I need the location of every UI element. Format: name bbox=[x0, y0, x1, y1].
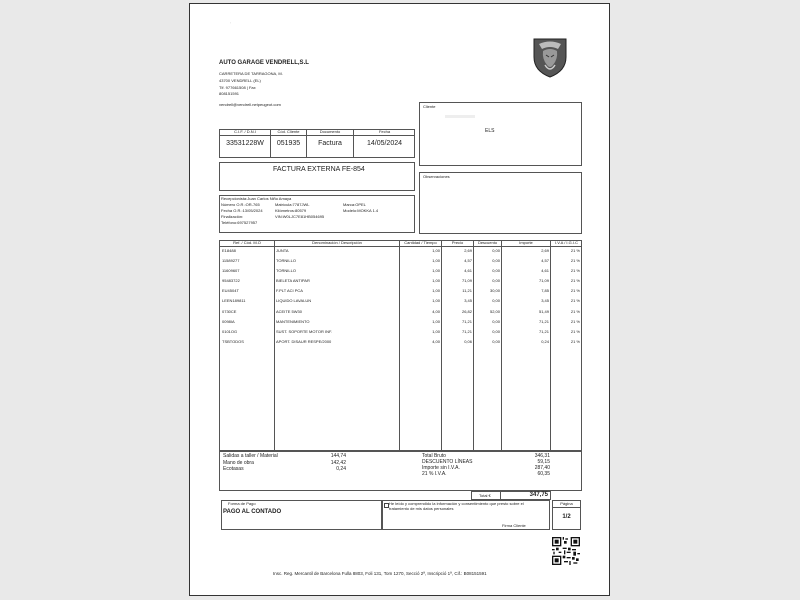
order-date: Fecha O.R.:13/05/2024 bbox=[221, 208, 263, 213]
document-header: Documento bbox=[319, 129, 341, 134]
date-value: 14/05/2024 bbox=[366, 140, 403, 147]
invoice-page bbox=[189, 3, 610, 596]
line-discount-label: DESCUENTO LÍNEAS bbox=[422, 459, 473, 465]
table-row: 11609607 TORNILLO 1,00 4,61 0,00 4,61 21 % bbox=[222, 268, 580, 273]
col-discount: Descuento bbox=[477, 240, 498, 245]
total-bruto-label: Total Bruto bbox=[422, 453, 446, 459]
col-vat: I.V.A / I.G.I.C bbox=[555, 240, 578, 245]
company-address-2: 43700 VENDRELL (EL) bbox=[219, 78, 261, 83]
labor-label: Mano de obra bbox=[223, 460, 254, 466]
table-row: EU4504T F.PLT ACI PCA 1,00 11,21 30,00 7,85 21 % bbox=[222, 288, 580, 293]
base-value: 287,40 bbox=[534, 465, 550, 471]
col-qty: Cantidad / Tiempo bbox=[404, 240, 437, 245]
company-email: vendrell@vendrell.netpeugeot.com bbox=[219, 102, 281, 107]
table-row: E18488 JUNTA 1,00 2,69 0,00 2,69 21 % bbox=[222, 248, 580, 253]
base-label: Importe sin I.V.A. bbox=[422, 465, 460, 471]
vat-label: 21 % I.V.A. bbox=[422, 471, 447, 477]
col-ref: Ref. / Cód. M.O bbox=[233, 240, 261, 245]
cif-value: 33531228W bbox=[226, 140, 264, 147]
payment-label: Forma de Pago bbox=[228, 501, 256, 506]
date-header: Fecha bbox=[378, 129, 391, 134]
client-label: Cliente bbox=[423, 104, 436, 109]
repair-order: Número O.R.:OR-765 bbox=[221, 202, 260, 207]
company-fax: 808151591 bbox=[219, 91, 240, 96]
registry-footer: Insc. Reg. Mercantil de Barcelona Fulla 8803, Foli 131, Tom 1270, Secció 2ª, Inscripció 1ª, Cif.: B08151591 bbox=[273, 571, 487, 576]
total-label: Total € bbox=[479, 493, 491, 498]
redacted-line bbox=[445, 115, 475, 118]
client-code-value: 051935 bbox=[276, 140, 301, 147]
table-row: LEEN189811 LIQUIDO LAVALUN 1,00 3,45 0,00 3,45 21 % bbox=[222, 298, 580, 303]
qr-code-icon bbox=[552, 537, 580, 565]
brand-logo-icon bbox=[531, 35, 569, 79]
company-name: AUTO GARAGE VENDRELL,S.L bbox=[219, 60, 309, 66]
vat-value: 60,35 bbox=[537, 471, 550, 477]
observations-label: Observaciones bbox=[423, 174, 450, 179]
labor-value: 142,42 bbox=[330, 460, 346, 466]
conditions-line-1: He leído y comprendido la información y consentimiento que presto sobre el bbox=[389, 501, 524, 506]
col-desc: Denominación / Descripción bbox=[312, 240, 362, 245]
table-row: 95483722 BIELETA ANTIPAR 1,00 71,09 0,00 71,09 21 % bbox=[222, 278, 580, 283]
company-address-1: CARRETERA DE TARRAGONA, M. bbox=[219, 71, 283, 76]
observations-box bbox=[419, 172, 582, 234]
ecotasas-value: 0,24 bbox=[336, 466, 346, 472]
vin: VIN:W0LJC7E81HB054695 bbox=[275, 214, 325, 219]
table-row: 0101OG SUST. SOPORTE MOTOR INF. 1,00 71,21 0,00 71,21 21 % bbox=[222, 329, 580, 334]
col-amount: Importe bbox=[519, 240, 533, 245]
make: Marca:OPEL bbox=[343, 202, 366, 207]
table-row: 11589277 TORNILLO 1,00 4,57 0,00 4,57 21 % bbox=[222, 258, 580, 263]
page-number: 1/2 bbox=[562, 514, 571, 520]
page-label: Página bbox=[560, 501, 573, 506]
ecotasas-label: Ecotasas bbox=[223, 466, 244, 472]
payment-value: PAGO AL CONTADO bbox=[223, 509, 282, 515]
plate: Matrícula:7787JWL bbox=[275, 202, 310, 207]
reception: Recepcionista:Juan Carlos Niño Amaya bbox=[221, 196, 292, 201]
line-discount-value: 59,15 bbox=[537, 459, 550, 465]
scan-mark: ' bbox=[230, 21, 231, 26]
col-price: Precio bbox=[451, 240, 464, 245]
client-name: ELS bbox=[485, 128, 495, 134]
client-box bbox=[419, 102, 582, 166]
kilometers: Kilómetros:80579 bbox=[275, 208, 307, 213]
completion: Finalización: bbox=[221, 214, 244, 219]
document-value: Factura bbox=[318, 140, 342, 147]
cif-header: C.I.F. / D.N.I bbox=[234, 129, 256, 134]
table-row: 0730CE ACEITE 5W30 4,00 26,82 52,00 51,49 21 % bbox=[222, 309, 580, 314]
table-row: TSBTODOS APORT. DISAUR RESPE/2000 4,00 0,06 0,00 0,24 21 % bbox=[222, 339, 580, 344]
client-code-header: Cód. Cliente bbox=[277, 129, 300, 134]
company-phone: Tlf. 977661508 | Fax bbox=[219, 85, 256, 90]
total-bruto-value: 346,31 bbox=[534, 453, 550, 459]
materials-value: 144,74 bbox=[330, 453, 346, 459]
invoice-title: FACTURA EXTERNA FE-854 bbox=[273, 166, 365, 173]
model: Modelo:MOKKA 1.4 bbox=[343, 208, 379, 213]
total-value: 347,75 bbox=[529, 492, 548, 498]
materials-label: Salidas a taller / Material bbox=[223, 453, 278, 459]
signature-label: Firma Cliente bbox=[502, 523, 526, 528]
conditions-line-2: tratamiento de mis datos personales bbox=[389, 506, 454, 511]
vehicle-phone: Teléfono:697527957 bbox=[221, 220, 258, 225]
table-row: 0098IA MANTENIMIENTO 1,00 71,21 0,00 71,21 21 % bbox=[222, 319, 580, 324]
